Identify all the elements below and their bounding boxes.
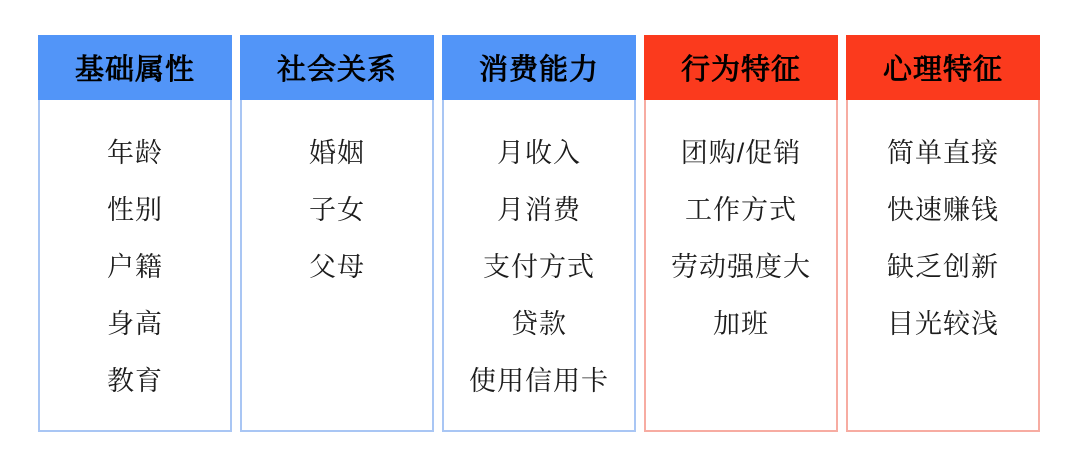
card-body — [646, 100, 836, 350]
card-header: 基础属性 — [38, 35, 232, 100]
card-item: 子女 — [309, 195, 365, 225]
card-body — [848, 100, 1038, 350]
card-item: 支付方式 — [483, 252, 595, 282]
card-basic-attributes — [38, 35, 232, 432]
card-item: 婚姻 — [309, 138, 365, 168]
card-item: 月收入 — [497, 138, 581, 168]
card-header: 行为特征 — [644, 35, 838, 100]
card-header: 消费能力 — [442, 35, 636, 100]
card-header: 心理特征 — [846, 35, 1040, 100]
card-item: 教育 — [107, 366, 163, 396]
card-behavior-traits — [644, 35, 838, 432]
card-body — [444, 100, 634, 407]
card-item: 缺乏创新 — [887, 252, 999, 282]
card-item: 户籍 — [107, 252, 163, 282]
card-item: 目光较浅 — [887, 309, 999, 339]
card-psychological-traits — [846, 35, 1040, 432]
card-social-relations — [240, 35, 434, 432]
card-item: 劳动强度大 — [671, 252, 811, 282]
card-item: 性别 — [107, 195, 163, 225]
card-body — [40, 100, 230, 407]
card-item: 使用信用卡 — [469, 366, 609, 396]
card-item: 父母 — [309, 252, 365, 282]
card-item: 快速赚钱 — [887, 195, 999, 225]
card-item: 月消费 — [497, 195, 581, 225]
card-item: 团购/促销 — [680, 138, 802, 168]
card-header: 社会关系 — [240, 35, 434, 100]
card-item: 工作方式 — [685, 195, 797, 225]
card-item: 贷款 — [511, 309, 567, 339]
card-consumption-ability — [442, 35, 636, 432]
card-item: 年龄 — [107, 138, 163, 168]
card-item: 简单直接 — [887, 138, 999, 168]
card-body — [242, 100, 432, 293]
card-item: 身高 — [107, 309, 163, 339]
card-item: 加班 — [713, 309, 769, 339]
